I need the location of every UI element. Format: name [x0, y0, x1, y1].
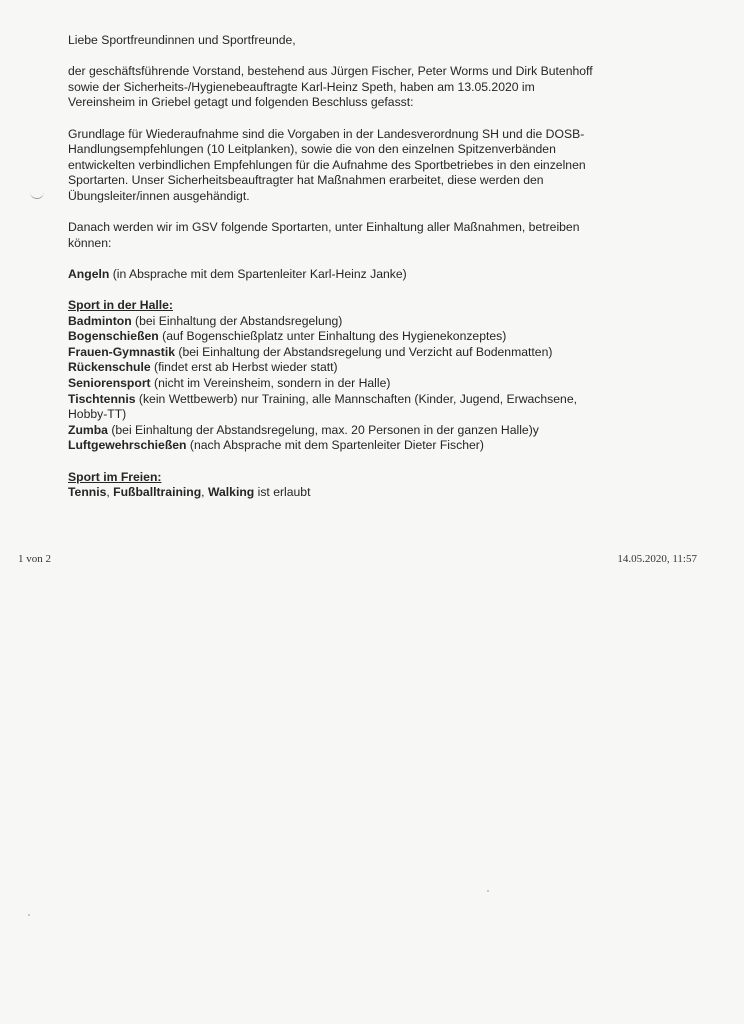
- list-item: [68, 392, 668, 408]
- scan-dust-dot: [487, 890, 489, 892]
- para1-line2: sowie der Sicherheits-/Hygienebeauftragte Karl-Heinz Speth, haben am 13.05.2020 im: [68, 79, 535, 94]
- heading-freien: Sport im Freien:: [68, 469, 162, 484]
- sport-note: (nach Absprache mit dem Spartenleiter Dieter Fischer): [186, 438, 484, 453]
- sport-note: (auf Bogenschießplatz unter Einhaltung des Hygienekonzeptes): [158, 329, 507, 344]
- freien-line: [68, 485, 668, 501]
- para2-line1: Grundlage für Wiederaufnahme sind die Vorgaben in der Landesverordnung SH und die DOSB-: [68, 126, 585, 141]
- para1-line1: der geschäftsführende Vorstand, bestehend aus Jürgen Fischer, Peter Worms und Dirk Butenhoff: [68, 64, 593, 79]
- para1-line3: Vereinsheim in Griebel getagt und folgenden Beschluss gefasst:: [68, 95, 414, 110]
- sport-name-tennis: Tennis: [68, 485, 107, 500]
- print-datetime: 14.05.2020, 11:57: [617, 553, 697, 565]
- list-item: [68, 345, 668, 361]
- separator: ,: [106, 485, 114, 500]
- list-item: [68, 329, 668, 345]
- sport-note: (bei Einhaltung der Abstandsregelung, max. 20 Personen in der ganzen Halle)y: [107, 422, 539, 437]
- sport-name: Frauen-Gymnastik: [68, 344, 176, 359]
- sport-name-fussball: Fußballtraining: [113, 485, 202, 500]
- freien-rest: ist erlaubt: [254, 485, 311, 500]
- sport-name: Rückenschule: [68, 360, 151, 375]
- sport-note: (bei Einhaltung der Abstandsregelung und Verzicht auf Bodenmatten): [175, 344, 553, 359]
- para3-line1: Danach werden wir im GSV folgende Sportarten, unter Einhaltung aller Maßnahmen, betreiben: [68, 220, 580, 235]
- heading-halle: Sport in der Halle:: [68, 298, 173, 313]
- sport-name: Tischtennis: [68, 391, 136, 406]
- sport-name-walking: Walking: [207, 485, 255, 500]
- sport-name: Zumba: [68, 422, 108, 437]
- list-item: [68, 376, 668, 392]
- para2-line5: Übungsleiter/innen ausgehändigt.: [68, 188, 250, 203]
- para2-line3: entwickelten verbindlichen Empfehlungen für die Aufnahme des Sportbetriebes in den einzelnen: [68, 157, 586, 172]
- sport-name: Badminton: [68, 313, 132, 328]
- separator: ,: [201, 485, 208, 500]
- list-item: [68, 360, 668, 376]
- list-item-continuation: Hobby-TT): [68, 407, 127, 422]
- sport-name: Bogenschießen: [68, 329, 159, 344]
- angeln-line: [68, 267, 668, 283]
- sport-note: (nicht im Vereinsheim, sondern in der Halle): [150, 376, 391, 391]
- scan-dust-dot: [28, 914, 30, 916]
- list-item: [68, 423, 668, 439]
- list-item: [68, 314, 668, 330]
- letter-body: [68, 33, 668, 501]
- sport-name: Luftgewehrschießen: [68, 438, 187, 453]
- sport-name-angeln: Angeln: [68, 266, 110, 281]
- para2-line2: Handlungsempfehlungen (10 Leitplanken), sowie die von den einzelnen Spitzenverbänden: [68, 142, 556, 157]
- sport-note: (kein Wettbewerb) nur Training, alle Mannschaften (Kinder, Jugend, Erwachsene,: [135, 391, 577, 406]
- sport-note: (bei Einhaltung der Abstandsregelung): [131, 313, 343, 328]
- para3-line2: können:: [68, 235, 112, 250]
- greeting: Liebe Sportfreundinnen und Sportfreunde,: [68, 33, 296, 47]
- scan-artifact-mark: [30, 190, 44, 199]
- page-number: 1 von 2: [18, 553, 51, 565]
- sport-note: (findet erst ab Herbst wieder statt): [150, 360, 338, 375]
- para2-line4: Sportarten. Unser Sicherheitsbeauftragter hat Maßnahmen erarbeitet, diese werden den: [68, 173, 544, 188]
- sport-name: Seniorensport: [68, 376, 151, 391]
- list-item: [68, 438, 668, 454]
- sport-note-angeln: (in Absprache mit dem Spartenleiter Karl-Heinz Janke): [109, 266, 407, 281]
